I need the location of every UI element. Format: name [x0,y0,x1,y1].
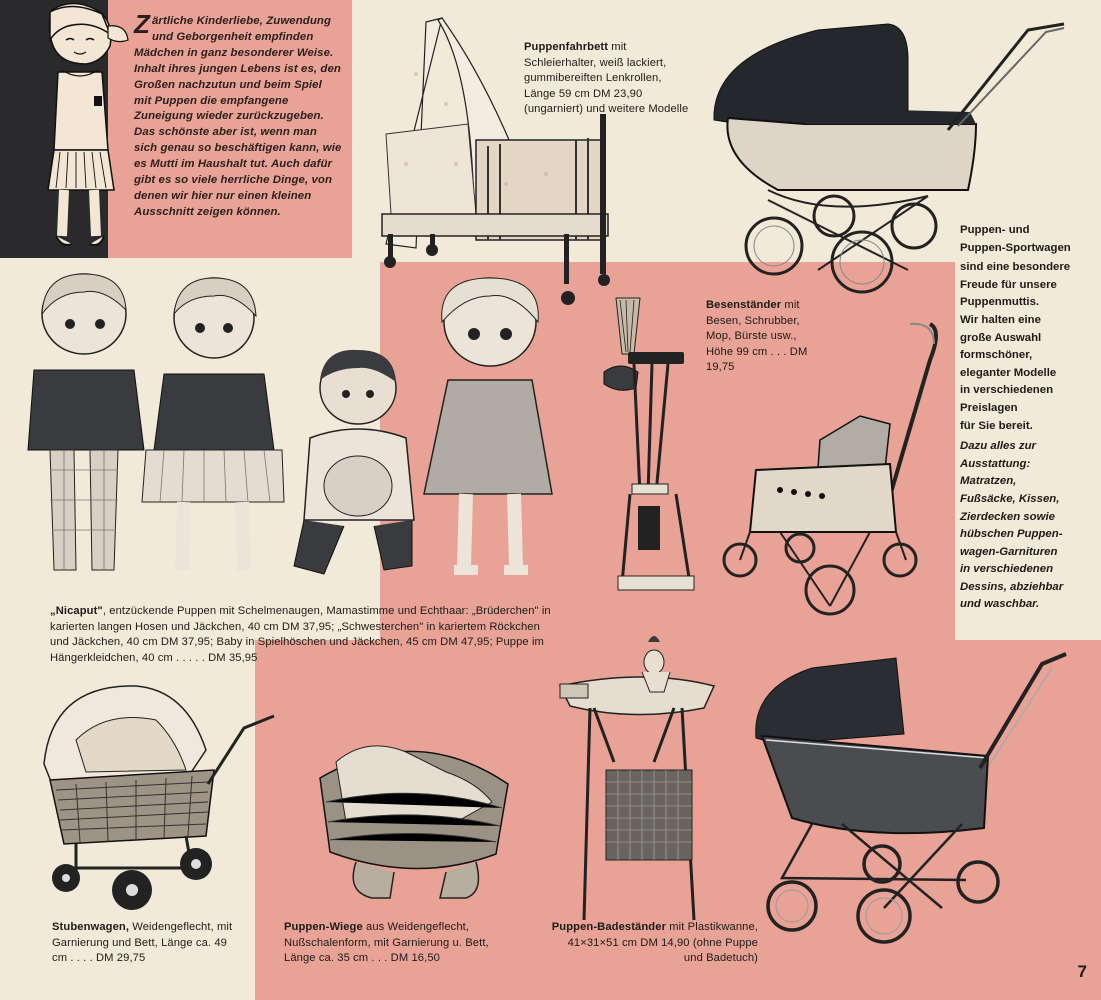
doll-bed-name: Puppenfahrbett [524,41,609,53]
sportwagen-extra-line: und waschbar. [960,598,1040,611]
sportwagen-line: große Auswahl [960,331,1042,344]
sportwagen-line: Preislagen [960,401,1018,414]
stubenwagen-illustration [36,680,276,916]
sportwagen-line: Wir halten eine [960,313,1041,326]
sportwagen-line: formschöner, [960,349,1033,362]
sportwagen-extra-line: Dessins, abziehbar [960,580,1064,593]
intro-dropcap: Z [134,9,150,39]
doll-bed-caption [524,40,696,118]
broom-name: Besenständer [706,299,782,311]
sportwagen-line: sind eine besondere [960,261,1071,274]
sportwagen-extra-line: Matratzen, [960,475,1017,488]
sportwagen-text [960,222,1071,614]
broom-stand-illustration [600,294,710,594]
nicaput-text: , entzückende Puppen mit Schelmenaugen, Mamastimme und Echthaar: „Brüderchen" in karierten langen Hosen und Jäckchen, 40 cm DM 37,95; „Schwesterchen" in kariertem Röckchen und Jäckchen, 40 cm DM 37,95; Baby in Spielhöschen und Jäckchen, 45 cm DM 47,95; Puppe im Hängerkleidchen, 40 cm . . . . . DM 35,95 [50,605,551,664]
stubenwagen-name: Stubenwagen, [52,921,130,933]
bath-stand-text: mit Plastikwanne, 41×31×51 cm DM 14,90 (ohne Puppe und Badetuch) [567,921,758,965]
bath-stand-name: Puppen-Badeständer [551,921,667,933]
sportwagen-heading-1: Puppen- und [960,224,1030,236]
intro-text [134,9,342,221]
sportwagen-extra-line: Dazu alles zur [960,440,1036,453]
sportwagen-extra-line: wagen-Garnituren [960,545,1058,558]
doll-bed-text: mit Schleierhalter, weiß lackiert, gummibereiften Lenkrollen, Länge 59 cm DM 23,90 (ungarniert) und weitere Modelle [524,41,689,116]
stubenwagen-caption [52,920,242,967]
girl-illustration [10,0,130,258]
page-number: 7 [1077,962,1087,981]
nicaput-caption [50,604,560,666]
nicaput-name: „Nicaput" [50,605,103,617]
sportwagen-line: in verschiedenen [960,384,1054,397]
wiege-text: aus Weidengeflecht, Nußschalenform, mit Garnierung u. Bett, Länge ca. 35 cm . . . DM 16,50 [284,921,489,965]
sportwagen-line: Puppenmuttis. [960,296,1040,309]
sportwagen-extra-line: Ausstattung: [960,457,1031,470]
broom-text: mit Besen, Schrubber, Mop, Bürste usw., Höhe 99 cm . . . DM 19,75 [706,299,808,374]
dolls-illustration [14,270,574,594]
sportwagen-heading-2: Puppen-Sportwagen [960,241,1071,254]
sportwagen-line: Freude für unsere [960,278,1057,291]
pram-bottom-illustration [752,648,1072,956]
stubenwagen-text: Weidengeflecht, mit Garnierung und Bett, Länge ca. 49 cm . . . . DM 29,75 [52,921,233,965]
sportwagen-line: eleganter Modelle [960,366,1057,379]
sportwagen-extra-line: Zierdecken sowie [960,510,1055,523]
bath-stand-illustration [554,612,724,924]
wiege-name: Puppen-Wiege [284,921,363,933]
wiege-caption [284,920,504,967]
intro-body: ärtliche Kinderliebe, Zuwendung und Geborgenheit empfinden Mädchen in ganz besonderer Weise. Inhalt ihres jungen Lebens ist es, den Großen nachzutun und beim Spiel mit Puppen die empfangene Zuneigung wieder zurückzugeben. Das schönste aber ist, wenn man sich genau so beschäftigen kann, wie es Mutti im Haushalt tut. Auch dafür gibt es so viele herrliche Dinge, von denen wir hier nur einen kleinen Ausschnitt zeigen können. [134,15,342,218]
sportwagen-extra-line: in verschiedenen [960,563,1054,576]
sportwagen-extra-line: hübschen Puppen- [960,528,1063,541]
stroller-illustration [720,320,960,626]
wiege-illustration [316,722,512,904]
bath-stand-caption [548,920,758,967]
sportwagen-line: für Sie bereit. [960,419,1033,432]
sportwagen-extra-line: Fußsäcke, Kissen, [960,492,1060,505]
